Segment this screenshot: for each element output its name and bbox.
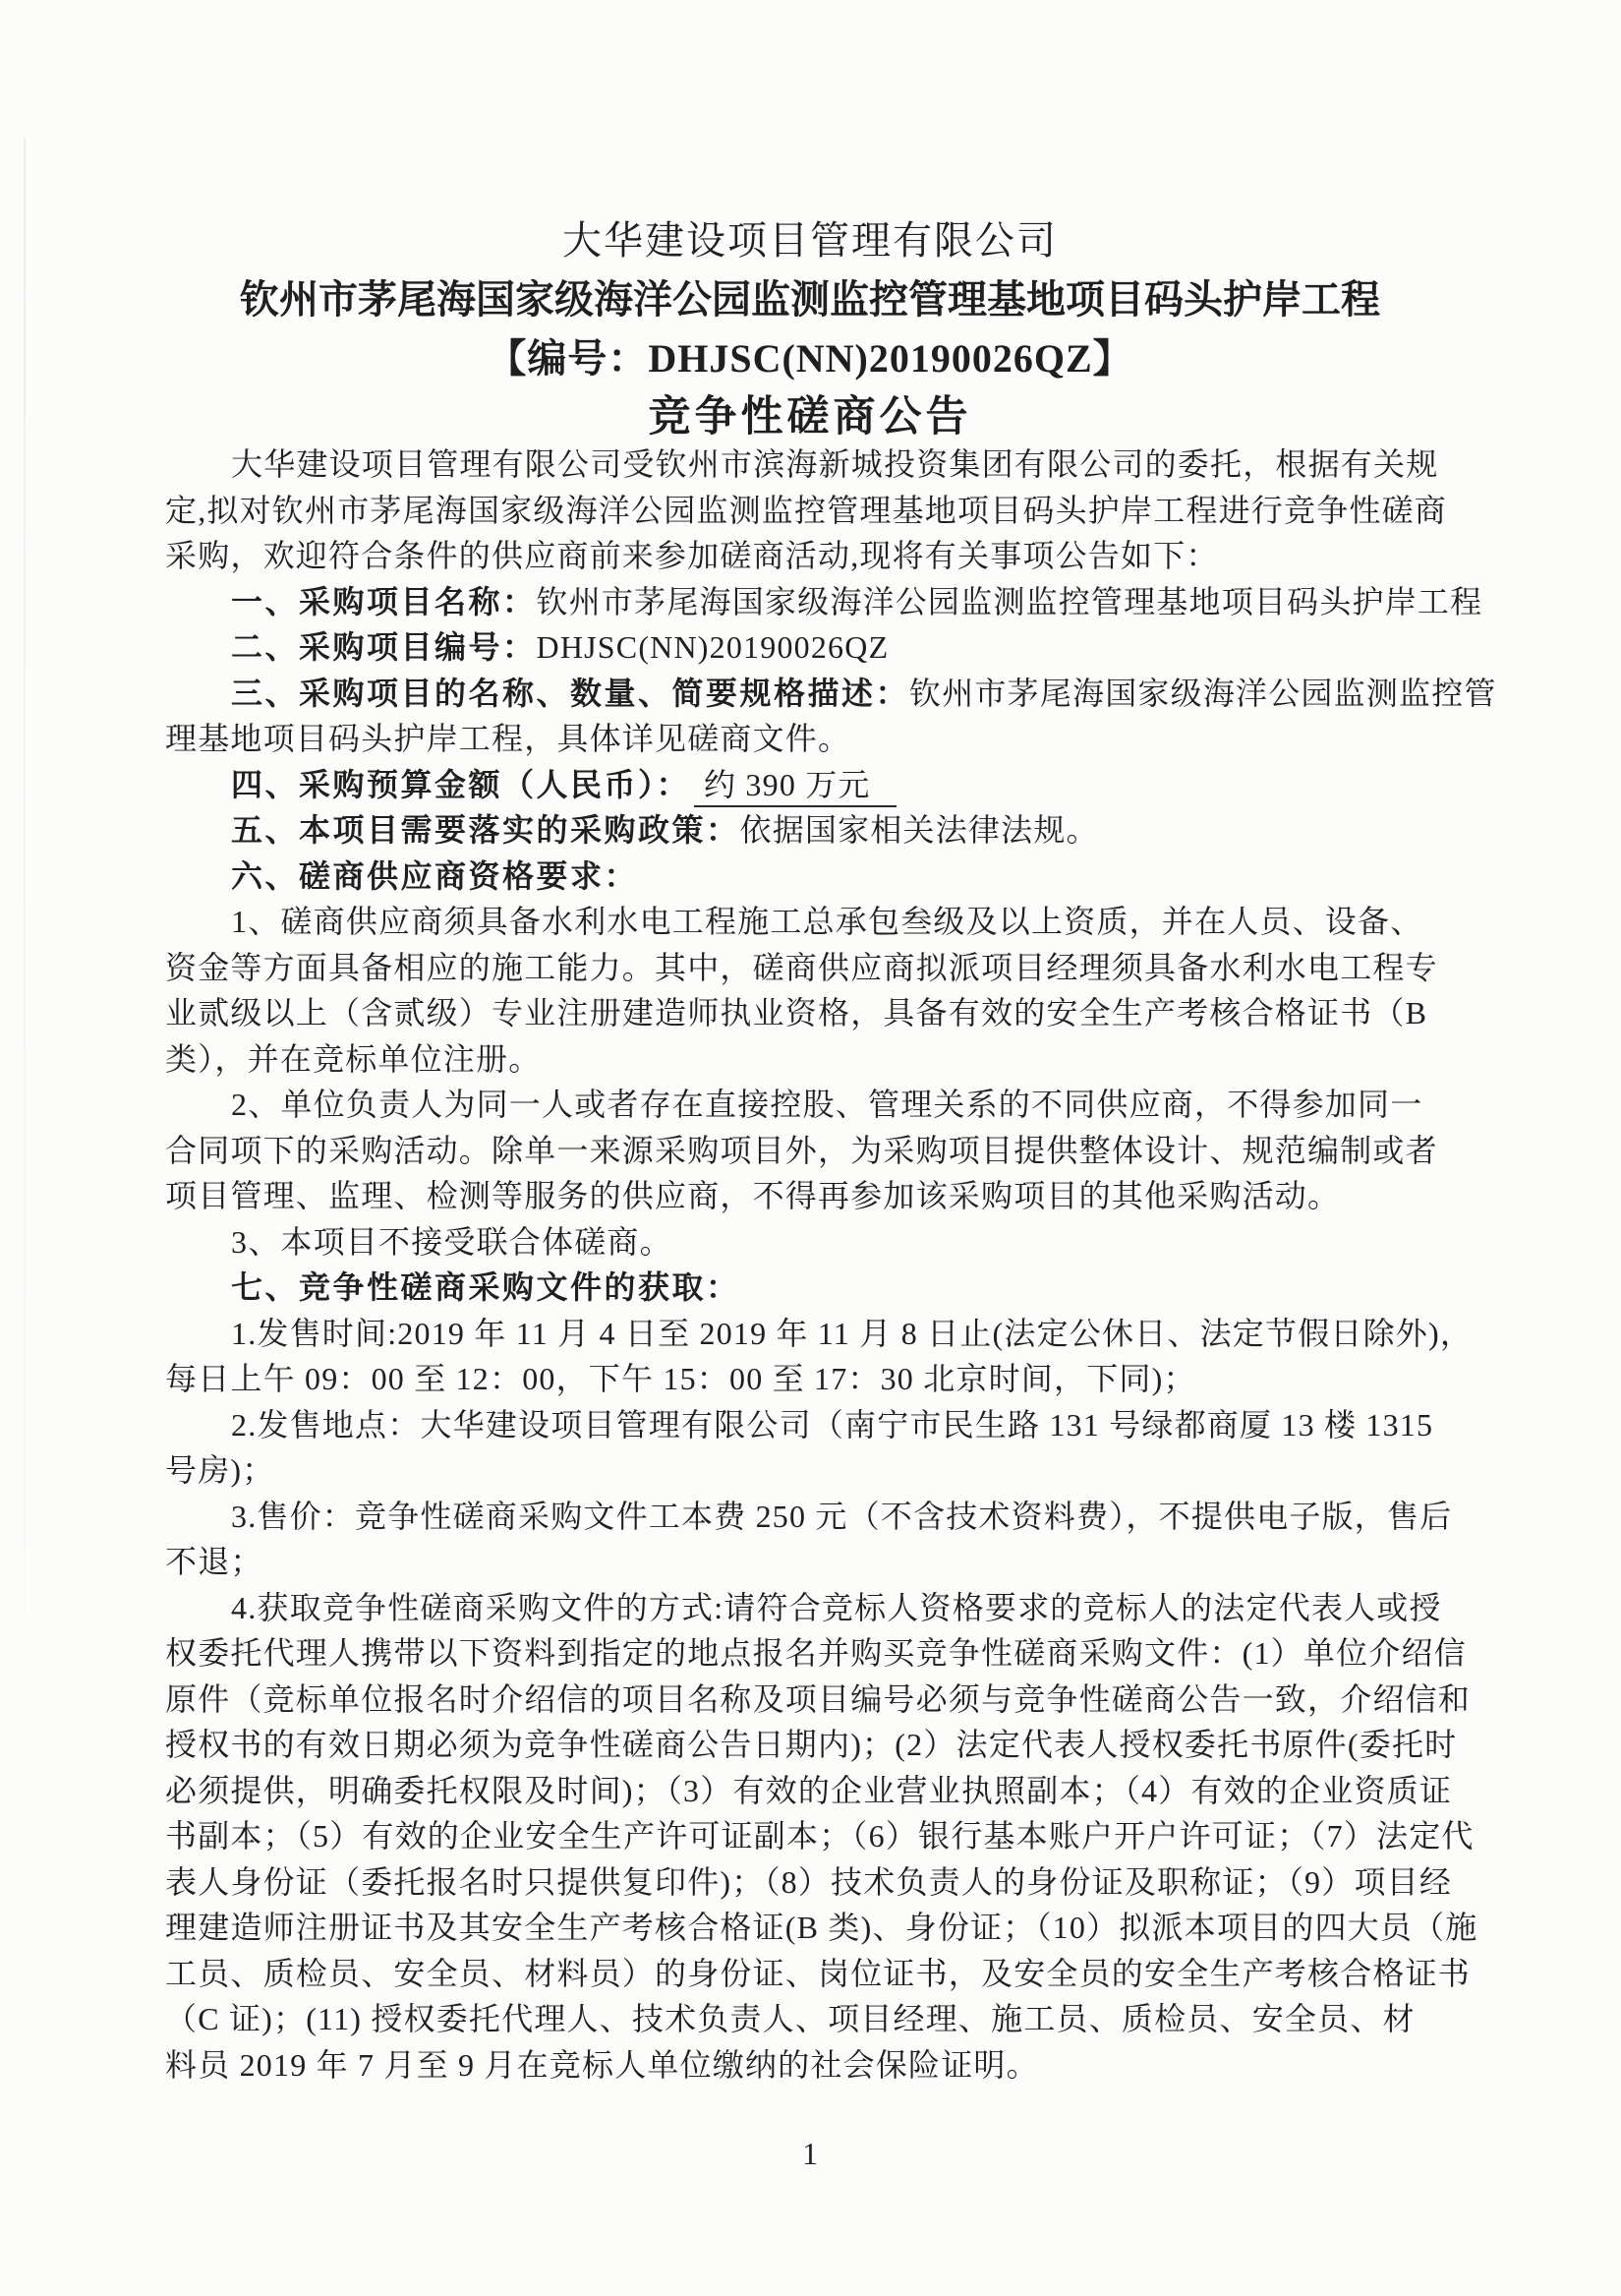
label-segment: 一、采购项目名称： — [231, 583, 537, 619]
text-line — [165, 1677, 1472, 1723]
scan-artifact-line — [24, 138, 26, 1613]
text-segment: DHJSC(NN)20190026QZ — [536, 629, 890, 665]
text-line — [165, 1813, 1475, 1859]
text-line — [165, 899, 1463, 945]
text-line — [165, 1447, 1463, 1494]
text-segment: 每日上午 09：00 至 12：00，下午 15：00 至 17：30 北京时间，下同)； — [165, 1361, 1196, 1396]
text-segment: 原件（竞标单位报名时介绍信的项目名称及项目编号必须与竞争性磋商公告一致，介绍信和 — [165, 1680, 1472, 1717]
text-line — [165, 990, 1463, 1036]
text-line — [165, 624, 1463, 671]
text-line — [165, 854, 1463, 900]
text-line — [165, 1494, 1463, 1540]
text-segment: 号房)； — [165, 1452, 275, 1488]
text-line — [165, 1265, 1463, 1311]
text-segment: 大华建设项目管理有限公司受钦州市滨海新城投资集团有限公司的委托，根据有关规 — [231, 446, 1439, 482]
title-doctype: 竞争性磋商公告 — [648, 394, 972, 441]
text-line — [165, 1951, 1472, 1997]
text-segment: 依据国家相关法律法规。 — [739, 812, 1099, 848]
text-line — [165, 1311, 1474, 1357]
text-line — [165, 1585, 1463, 1631]
text-line — [165, 1082, 1463, 1128]
text-line — [165, 1768, 1463, 1814]
text-segment: 采购，欢迎符合条件的供应商前来参加磋商活动,现将有关事项公告如下： — [165, 538, 1219, 573]
text-segment: 2、单位负责人为同一人或者存在直接控股、管理关系的不同供应商，不得参加同一 — [231, 1087, 1423, 1122]
text-segment: 1、磋商供应商须具备水利水电工程施工总承包叁级及以上资质，并在人员、设备、 — [231, 904, 1423, 939]
text-segment: 3.售价：竞争性磋商采购文件工本费 250 元（不含技术资料费），不提供电子版，售后 — [231, 1498, 1453, 1534]
text-line — [165, 579, 1483, 625]
text-line — [165, 1859, 1463, 1906]
text-line — [165, 1630, 1467, 1677]
page-number: 1 — [802, 2136, 818, 2171]
label-segment: 六、磋商供应商资格要求： — [231, 857, 639, 894]
text-segment: 书副本；（5）有效的企业安全生产许可证副本；（6）银行基本账户开户许可证；（7）法定代 — [165, 1818, 1475, 1854]
label-segment: 三、采购项目的名称、数量、简要规格描述： — [231, 675, 910, 711]
text-segment: 1.发售时间:2019 年 11 月 4 日至 2019 年 11 月 8 日止(法定公休日、法定节假日除外)， — [231, 1315, 1474, 1351]
underlined-value: 约 390 万元 — [694, 767, 897, 807]
text-segment: 理建造师注册证书及其安全生产考核合格证(B 类)、身份证；（10）拟派本项目的四大员（施 — [165, 1910, 1478, 1945]
title-project: 钦州市茅尾海国家级海洋公园监测监控管理基地项目码头护岸工程 — [240, 277, 1380, 322]
text-line — [165, 762, 1463, 808]
text-segment: 资金等方面具备相应的施工能力。其中，磋商供应商拟派项目经理须具备水利水电工程专 — [165, 949, 1438, 985]
text-line — [165, 442, 1463, 488]
body-lines — [165, 442, 1497, 2088]
text-segment: 钦州市茅尾海国家级海洋公园监测监控管 — [909, 675, 1497, 711]
text-line — [165, 2042, 1463, 2089]
text-line — [165, 945, 1463, 991]
text-segment: 业贰级以上（含贰级）专业注册建造师执业资格，具备有效的安全生产考核合格证书（B — [165, 995, 1428, 1030]
text-segment: 理基地项目码头护岸工程，具体详见磋商文件。 — [165, 721, 851, 756]
title-code: 【编号：DHJSC(NN)20190026QZ】 — [487, 336, 1133, 381]
label-segment: 五、本项目需要落实的采购政策： — [231, 812, 740, 848]
text-segment: 必须提供，明确委托权限及时间)；（3）有效的企业营业执照副本；（4）有效的企业资质证 — [165, 1772, 1453, 1808]
text-line — [165, 533, 1463, 579]
text-segment: 4.获取竞争性磋商采购文件的方式:请符合竞标人资格要求的竞标人的法定代表人或授 — [231, 1589, 1442, 1625]
label-segment: 七、竞争性磋商采购文件的获取： — [231, 1269, 740, 1305]
text-segment: 不退； — [165, 1544, 263, 1579]
text-line — [165, 1356, 1463, 1402]
text-line — [165, 1905, 1478, 1951]
text-segment: 料员 2019 年 7 月至 9 月在竞标人单位缴纳的社会保险证明。 — [165, 2046, 1039, 2083]
text-segment: 项目管理、监理、检测等服务的供应商，不得再参加该采购项目的其他采购活动。 — [165, 1178, 1341, 1213]
label-segment: 四、采购预算金额（人民币）： — [231, 766, 691, 802]
text-segment: 定,拟对钦州市茅尾海国家级海洋公园监测监控管理基地项目码头护岸工程进行竞争性磋商 — [165, 492, 1448, 528]
text-line — [165, 1722, 1463, 1768]
text-line — [165, 1128, 1463, 1174]
text-line — [165, 488, 1463, 534]
text-segment: 钦州市茅尾海国家级海洋公园监测监控管理基地项目码头护岸工程 — [536, 583, 1483, 619]
text-line — [165, 1173, 1463, 1219]
text-segment: 工员、质检员、安全员、材料员）的身份证、岗位证书，及安全员的安全生产考核合格证书 — [165, 1955, 1472, 1991]
text-line — [165, 1539, 1463, 1585]
text-line — [165, 716, 1463, 762]
text-line — [165, 1219, 1463, 1266]
title-block — [165, 211, 1455, 447]
label-segment: 二、采购项目编号： — [231, 629, 537, 665]
title-company: 大华建设项目管理有限公司 — [562, 218, 1058, 263]
text-segment: （C 证)；(11) 授权委托代理人、技术负责人、项目经理、施工员、质检员、安全员、材 — [165, 2001, 1416, 2036]
text-segment: 授权书的有效日期必须为竞争性磋商公告日期内)；(2）法定代表人授权委托书原件(委托时 — [165, 1727, 1458, 1762]
text-line — [165, 807, 1463, 854]
text-segment: 权委托代理人携带以下资料到指定的地点报名并购买竞争性磋商采购文件：(1）单位介绍信 — [165, 1635, 1467, 1671]
text-segment: 类），并在竞标单位注册。 — [165, 1040, 542, 1077]
text-line — [165, 1996, 1463, 2042]
text-segment: 3、本项目不接受联合体磋商。 — [231, 1223, 672, 1260]
text-segment: 2.发售地点：大华建设项目管理有限公司（南宁市民生路 131 号绿都商厦 13 楼 1315 — [231, 1406, 1434, 1442]
text-line — [165, 1402, 1463, 1448]
text-line — [165, 1036, 1463, 1083]
text-line — [165, 671, 1497, 717]
text-segment: 表人身份证（委托报名时只提供复印件)；（8）技术负责人的身份证及职称证；（9）项目经 — [165, 1863, 1453, 1900]
text-segment: 合同项下的采购活动。除单一来源采购项目外，为采购项目提供整体设计、规范编制或者 — [165, 1132, 1438, 1168]
